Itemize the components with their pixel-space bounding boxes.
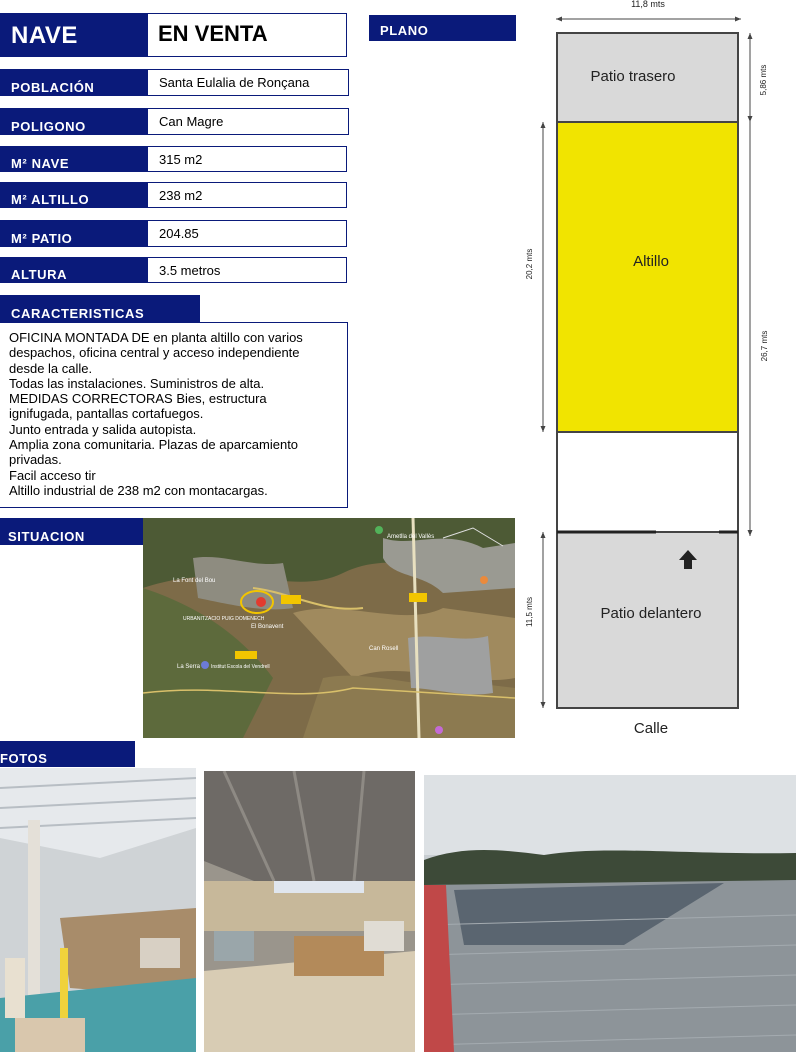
field-label-poligono: POLIGONO <box>0 108 147 135</box>
plan-nave-area <box>557 432 738 532</box>
map-label: La Font del Bou <box>173 578 216 584</box>
map-label: URBANITZACIO PUIG DOMENECH <box>183 616 265 622</box>
field-label-m2-nave: M² NAVE <box>0 146 147 172</box>
map-label: El Bonavent <box>251 624 284 630</box>
caracteristicas-description <box>0 322 348 508</box>
type-label: NAVE <box>11 22 78 49</box>
field-value-poligono: Can Magre <box>147 108 349 135</box>
plan-width-dim: 11,8 mts <box>631 0 665 9</box>
photo-office-interior <box>204 771 415 1052</box>
desc-line: despachos, oficina central y acceso independiente <box>9 345 300 361</box>
situacion-label: SITUACION <box>0 518 143 545</box>
field-label-m2-patio: M² PATIO <box>0 220 147 247</box>
map-label: Ametlla del Vallès <box>387 534 435 540</box>
status-text: EN VENTA <box>158 21 268 46</box>
type-label-box <box>0 13 147 57</box>
plan-calle-label: Calle <box>633 720 669 737</box>
plan-altillo-area <box>557 122 738 432</box>
plan-total-dim: 26,7 mts <box>760 330 769 362</box>
field-label-altura: ALTURA <box>0 257 147 283</box>
map-label: La Serra <box>177 664 201 670</box>
map-label: Institut Escola del Vendrell <box>211 664 270 670</box>
field-value-altura: 3.5 metros <box>147 257 347 283</box>
plan-patio-trasero-dim: 5,86 mts <box>759 64 768 96</box>
location-map <box>143 518 515 738</box>
field-value-m2-patio: 204.85 <box>147 220 347 247</box>
desc-line: Todas las instalaciones. Suministros de alta. <box>9 375 265 391</box>
desc-line: privadas. <box>9 452 62 468</box>
plan-label-box <box>369 15 516 41</box>
field-value-m2-altillo: 238 m2 <box>147 182 347 208</box>
plan-altillo-label: Altillo <box>633 253 669 270</box>
plan-patio-delantero-dim: 11,5 mts <box>525 596 534 628</box>
field-label-m2-altillo: M² ALTILLO <box>0 182 147 208</box>
plan-patio-delantero-label: Patio delantero <box>600 605 702 622</box>
field-value-m2-nave: 315 m2 <box>147 146 347 172</box>
desc-line: Facil acceso tir <box>9 467 96 483</box>
desc-line: Amplia zona comunitaria. Plazas de aparcamiento <box>9 437 299 453</box>
status-box <box>147 13 347 57</box>
satellite-map-image <box>143 518 515 738</box>
caracteristicas-label: CARACTERISTICAS <box>0 295 200 322</box>
plan-patio-trasero-label: Patio trasero <box>590 68 676 85</box>
fotos-label: FOTOS <box>0 741 135 767</box>
desc-line: Junto entrada y salida autopista. <box>9 421 197 437</box>
field-value-poblacion: Santa Eulalia de Ronçana <box>147 69 349 96</box>
plan-altillo-dim: 20,2 mts <box>525 248 534 280</box>
map-label: Can Rosell <box>369 646 399 652</box>
photo-warehouse-interior <box>0 768 196 1052</box>
desc-line: Altillo industrial de 238 m2 con montacargas. <box>9 482 268 498</box>
desc-line: desde la calle. <box>9 360 93 376</box>
plan-label: PLANO <box>380 23 429 38</box>
floor-plan <box>516 0 800 741</box>
desc-line: MEDIDAS CORRECTORAS Bies, estructura <box>9 391 267 407</box>
field-label-poblacion: POBLACIÓN <box>0 69 147 96</box>
desc-line: OFICINA MONTADA DE en planta altillo con varios <box>9 330 303 345</box>
desc-line: ignifugada, pantallas cortafuegos. <box>9 406 204 422</box>
photo-roof-solar <box>424 775 796 1052</box>
